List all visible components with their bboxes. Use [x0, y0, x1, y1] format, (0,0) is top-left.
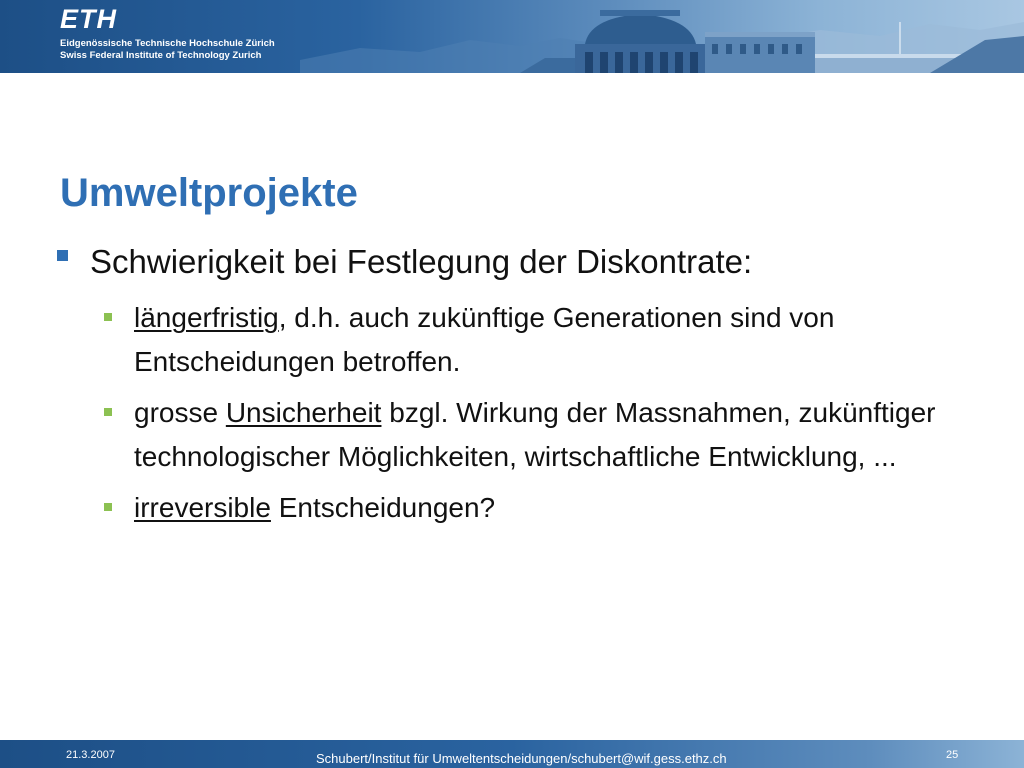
sub-bullet-item	[104, 391, 964, 479]
sub-bullet-item	[104, 296, 964, 384]
eth-logo: ETH	[60, 4, 117, 34]
main-bullet-text: Schwierigkeit bei Festlegung der Diskontrate:	[90, 243, 753, 280]
sub-bullet-prefix: grosse	[134, 397, 226, 428]
underlined-term: längerfristig	[134, 302, 279, 333]
underlined-term: Unsicherheit	[225, 397, 382, 428]
square-bullet-icon	[104, 503, 112, 511]
header-banner	[0, 0, 1024, 73]
slide-title: Umweltprojekte	[60, 171, 358, 215]
page-number: 25	[946, 749, 959, 761]
square-bullet-icon	[104, 313, 112, 321]
sub-bullet-item	[104, 486, 964, 530]
eth-building-image	[0, 0, 1024, 73]
footer-author-info: Schubert/Institut für Umweltentscheidungen/schubert@wif.gess.ethz.ch	[316, 751, 727, 766]
sub-bullet-text: , d.h. auch zukünftige Generationen sind von Entscheidungen betroffen.	[134, 302, 835, 377]
sub-bullet-text: Entscheidungen?	[270, 492, 496, 523]
sub-bullet-list	[104, 296, 964, 537]
institution-name-en: Swiss Federal Institute of Technology Zurich	[60, 50, 262, 61]
square-bullet-icon	[57, 250, 68, 261]
footer-bar	[0, 740, 1024, 768]
footer-date: 21.3.2007	[66, 749, 115, 761]
sub-bullet-text: bzgl. Wirkung der Massnahmen, zukünftiger technologischer Möglichkeiten, wirtschaftliche Entwicklung, ...	[134, 397, 936, 472]
square-bullet-icon	[104, 408, 112, 416]
institution-name-de: Eidgenössische Technische Hochschule Zürich	[60, 38, 275, 49]
underlined-term: irreversible	[134, 492, 271, 523]
